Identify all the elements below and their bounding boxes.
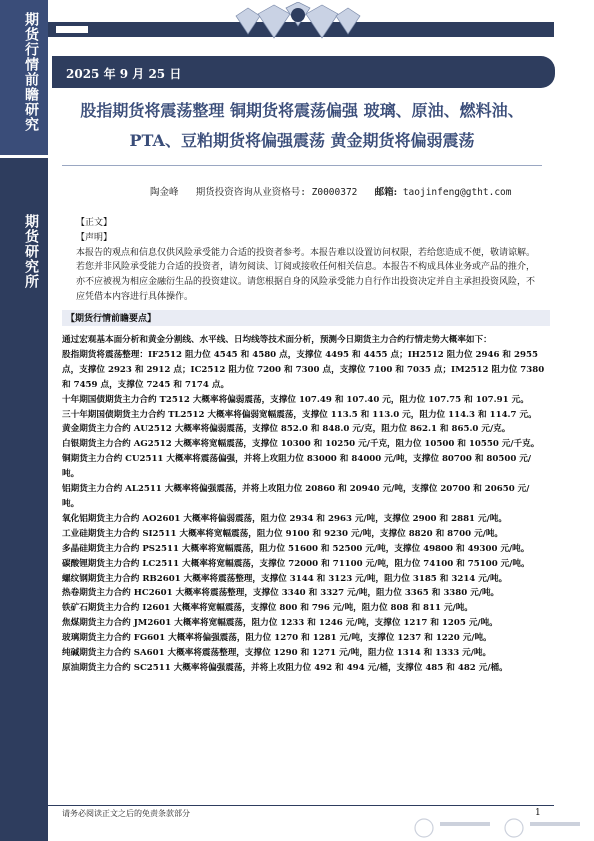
watermark-logo-icon <box>410 812 594 841</box>
title-divider <box>62 165 542 166</box>
forecast-item: 玻璃期货主力合约 FG601 大概率将偏强震荡，阻力位 1270 和 1281 元/吨，支撑位 1237 和 1220 元/吨。 <box>62 633 492 644</box>
forecast-item: 碳酸锂期货主力合约 LC2511 大概率将宽幅震荡，支撑位 72000 和 71100 元/吨，阻力位 74100 和 75100 元/吨。 <box>62 558 530 569</box>
page-number: 1 <box>535 808 541 818</box>
forecast-item: 工业硅期货主力合约 SI2511 大概率将宽幅震荡，阻力位 9100 和 9230 元/吨，支撑位 8820 和 8700 元/吨。 <box>62 528 504 539</box>
section-label: 【期货行情前瞻要点】 <box>66 314 157 324</box>
forecast-item: 原油期货主力合约 SC2511 大概率将偏强震荡，并将上攻阻力位 492 和 494 元/桶，支撑位 485 和 482 元/桶。 <box>62 662 508 673</box>
date-bar <box>52 56 555 88</box>
section-label-box <box>62 310 550 326</box>
sidebar-top-label: 期货行情前瞻研究 <box>23 12 39 132</box>
disclaimer-text: 本报告的观点和信息仅供风险承受能力合适的投资者参考。本报告难以设置访问权限，若给您造成不便，敬请谅解。若您并非风险承受能力合适的投资者，请勿阅读、订阅或接收任何相关信息。本报告不构成具体业务或产品的推介，亦不应被视为相应金融衍生品的投资建议。请您根据自身的风险承受能力自行作出投资决定并自主承担投资风险，不应凭借本内容进行具体操作。 <box>76 247 536 302</box>
forecast-item: 焦煤期货主力合约 JM2601 大概率将宽幅震荡，阻力位 1233 和 1246 元/吨，支撑位 1217 和 1205 元/吨。 <box>62 618 498 629</box>
forecast-item: 热卷期货主力合约 HC2601 大概率将震荡整理，支撑位 3340 和 3327 元/吨，阻力位 3365 和 3380 元/吨。 <box>62 588 500 599</box>
footer-note: 请务必阅读正文之后的免责条款部分 <box>62 809 190 818</box>
banner-tag <box>56 26 88 33</box>
email-label: 邮箱: <box>374 187 398 198</box>
diamond-logo-icon <box>228 2 368 46</box>
forecast-item: 三十年期国债期货主力合约 TL2512 大概率将偏弱宽幅震荡，支撑位 113.5 和 113.0 元，阻力位 114.3 和 114.7 元。 <box>62 409 537 420</box>
forecast-item: 纯碱期货主力合约 SA601 大概率将震荡整理，支撑位 1290 和 1271 元/吨，阻力位 1314 和 1333 元/吨。 <box>62 648 492 659</box>
author-email[interactable]: taojinfeng@gtht.com <box>402 187 512 198</box>
forecast-item: 螺纹钢期货主力合约 RB2601 大概率将震荡整理，支撑位 3144 和 3123 元/吨，阻力位 3185 和 3214 元/吨。 <box>62 573 508 584</box>
forecast-item: 股指期货将震荡整理：IF2512 阻力位 4545 和 4580 点，支撑位 4495 和 4455 点；IH2512 阻力位 2946 和 2955 点，支撑位 2923 和 2912 点；IC2512 阻力位 7200 和 7300 点，支撑位 7100 和 7035 点；IM2512 阻力位 7380 和 7459 点，支撑位 7245 和 7174 点。 <box>62 349 545 390</box>
tag-zhengwen: 【正文】 <box>76 218 113 228</box>
forecast-item: 铜期货主力合约 CU2511 大概率将震荡偏强，并将上攻阻力位 83000 和 84000 元/吨，支撑位 80700 和 80500 元/吨。 <box>62 454 532 480</box>
report-date: 2025 年 9 月 25 日 <box>66 67 182 81</box>
author-line <box>150 184 511 198</box>
author-qualification: 期货投资咨询从业资格号: Z0000372 <box>195 187 358 198</box>
body-intro <box>62 216 540 305</box>
forecast-list <box>62 333 546 676</box>
footer-divider <box>48 805 554 806</box>
forecast-item: 铝期货主力合约 AL2511 大概率将偏强震荡，并将上攻阻力位 20860 和 20940 元/吨，支撑位 20700 和 20650 元/吨。 <box>62 484 530 509</box>
report-title: 股指期货将震荡整理 铜期货将震荡偏强 玻璃、原油、燃料油、PTA、豆粕期货将偏强震荡 黄金期货将偏弱震荡 <box>80 101 524 150</box>
forecast-item: 铁矿石期货主力合约 I2601 大概率将宽幅震荡，支撑位 800 和 796 元/吨，阻力位 808 和 811 元/吨。 <box>62 603 473 614</box>
tag-shengming: 【声明】 <box>76 232 113 243</box>
forecast-item: 通过宏观基本面分析和黄金分割线、水平线、日均线等技术面分析，预测今日期货主力合约行情走势大概率如下： <box>62 335 492 345</box>
forecast-item: 十年期国债期货主力合约 T2512 大概率将偏弱震荡，支撑位 107.49 和 107.40 元，阻力位 107.75 和 107.91 元。 <box>62 394 529 405</box>
sidebar-bottom-label: 期货研究所 <box>23 214 39 289</box>
author-name: 陶金峰 <box>150 187 179 198</box>
forecast-item: 多晶硅期货主力合约 PS2511 大概率将宽幅震荡，阻力位 51600 和 52500 元/吨，支撑位 49800 和 49300 元/吨。 <box>62 543 530 554</box>
forecast-item: 氧化铝期货主力合约 AO2601 大概率将偏弱震荡，阻力位 2934 和 2963 元/吨，支撑位 2900 和 2881 元/吨。 <box>62 513 507 524</box>
forecast-item: 黄金期货主力合约 AU2512 大概率将偏弱震荡，支撑位 852.0 和 848.0 元/克，阻力位 862.1 和 865.0 元/克。 <box>62 424 511 435</box>
forecast-item: 白银期货主力合约 AG2512 大概率将宽幅震荡，支撑位 10300 和 10250 元/千克，阻力位 10500 和 10550 元/千克。 <box>62 439 540 450</box>
